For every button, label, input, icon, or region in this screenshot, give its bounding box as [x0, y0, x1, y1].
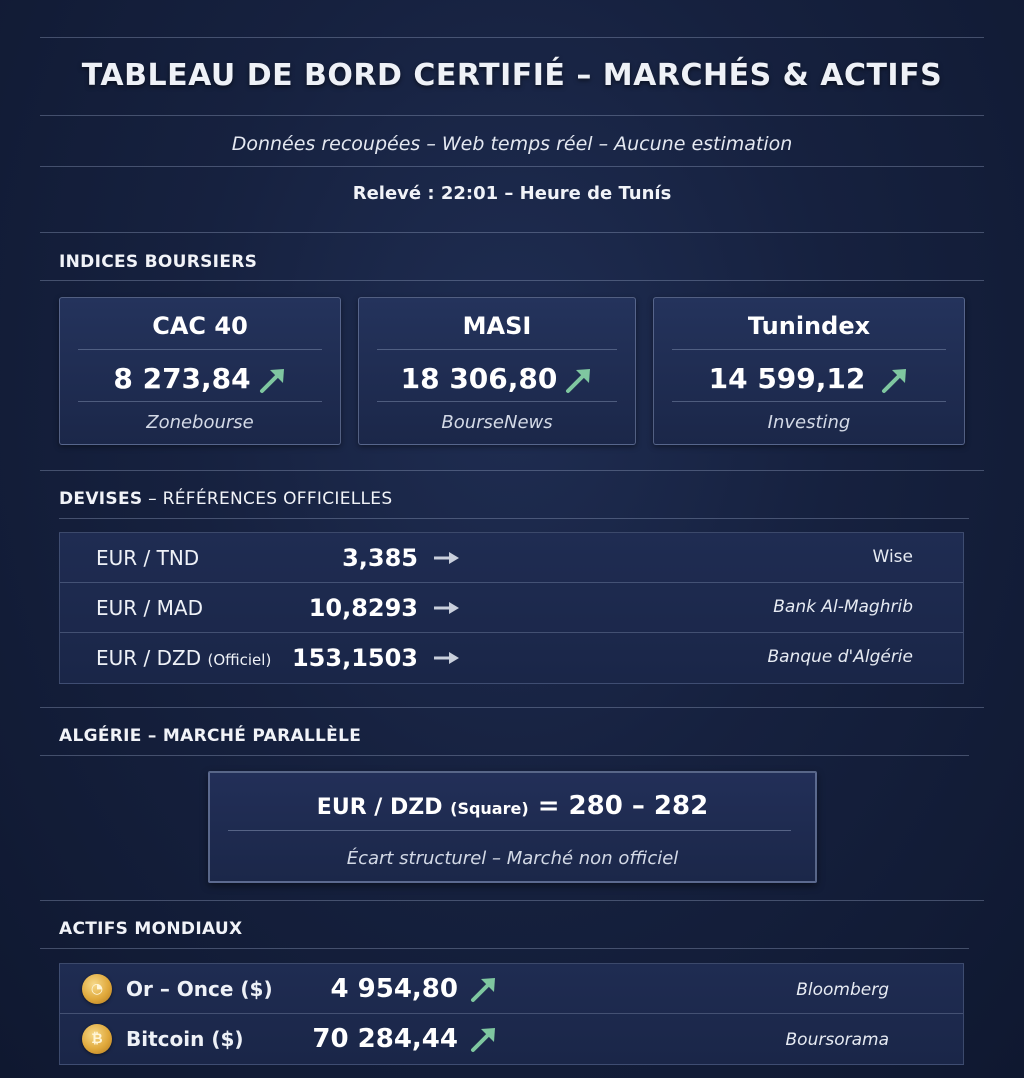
trend-flat-icon: [432, 549, 460, 567]
index-name: Tunindex: [747, 312, 871, 340]
trend-up-icon: [259, 366, 287, 394]
parallel-pair: EUR / DZD: [316, 795, 451, 820]
index-name: MASI: [462, 312, 532, 340]
actifs-divider: [40, 948, 969, 949]
section-divider: [40, 707, 984, 708]
card-divider: [377, 349, 617, 350]
currency-pair: [96, 596, 203, 620]
asset-value: 4 954,80: [330, 974, 458, 1004]
pair-label: EUR / TND: [96, 546, 200, 570]
section-title-actifs: ACTIFS MONDIAUX: [59, 919, 243, 939]
pair-label: EUR / DZD: [96, 646, 208, 670]
index-value: 8 273,84: [113, 362, 251, 395]
table-row[interactable]: [60, 964, 963, 1014]
exchange-rate: 10,8293: [308, 594, 418, 622]
pair-label: EUR / MAD: [96, 596, 203, 620]
index-source: Investing: [767, 412, 851, 433]
currency-pair: [96, 646, 271, 670]
algerie-divider: [40, 755, 969, 756]
section-divider: [40, 900, 984, 901]
card-divider: [377, 401, 617, 402]
exchange-rate: 153,1503: [291, 644, 418, 672]
index-card-tunindex[interactable]: [653, 297, 965, 445]
parallel-rate-value: = 280 – 282: [528, 791, 709, 821]
asset-source: Boursorama: [785, 1030, 889, 1050]
card-divider: [672, 401, 946, 402]
index-source: Zonebourse: [146, 412, 254, 433]
index-source: BourseNews: [441, 412, 553, 433]
section-title-sub: – RÉFÉRENCES OFFICIELLES: [142, 489, 393, 509]
timestamp: Relevé : 22:01 – Heure de Tunís: [352, 183, 672, 204]
parallel-rate: [210, 791, 815, 821]
currency-pair: [96, 546, 199, 570]
section-divider: [40, 470, 984, 471]
asset-name: Bitcoin ($): [126, 1027, 244, 1051]
parallel-market-box[interactable]: [208, 771, 817, 883]
index-value-row: [654, 362, 964, 395]
trend-up-icon: [470, 1025, 498, 1053]
index-value: 14 599,12: [708, 362, 866, 395]
parallel-note: Écart structurel – Marché non officiel: [346, 848, 679, 869]
indices-divider: [40, 280, 984, 281]
top-divider: [40, 37, 984, 38]
title-divider: [40, 115, 984, 116]
rate-source: Wise: [872, 547, 913, 567]
table-row[interactable]: [60, 633, 963, 683]
bitcoin-icon: ₿: [82, 1024, 112, 1054]
trend-flat-icon: [432, 649, 460, 667]
devises-divider: [59, 518, 969, 519]
trend-up-icon: [881, 366, 909, 394]
section-title-main: DEVISES: [59, 489, 143, 509]
trend-up-icon: [470, 975, 498, 1003]
section-title-devises: [59, 489, 392, 509]
card-divider: [78, 349, 322, 350]
subtitle-divider: [40, 166, 984, 167]
trend-flat-icon: [432, 599, 460, 617]
trend-up-icon: [565, 366, 593, 394]
header-divider: [40, 232, 984, 233]
table-row[interactable]: [60, 1014, 963, 1064]
asset-source: Bloomberg: [796, 980, 889, 1000]
section-title-indices: INDICES BOURSIERS: [59, 252, 258, 272]
parallel-pair-note: (Square): [450, 799, 529, 818]
section-title-algerie: ALGÉRIE – MARCHÉ PARALLÈLE: [59, 726, 362, 746]
table-row[interactable]: [60, 583, 963, 633]
card-divider: [672, 349, 946, 350]
index-value-row: [359, 362, 635, 395]
page-title: TABLEAU DE BORD CERTIFIÉ – MARCHÉS & ACTIFS: [81, 58, 943, 93]
currency-table: [59, 532, 964, 684]
asset-value: 70 284,44: [312, 1024, 458, 1054]
rate-source: Bank Al-Maghrib: [773, 597, 913, 617]
assets-table: [59, 963, 964, 1065]
asset-name: Or – Once ($): [126, 977, 273, 1001]
box-divider: [228, 830, 791, 831]
rate-source: Banque d'Algérie: [767, 647, 913, 667]
card-divider: [78, 401, 322, 402]
index-name: CAC 40: [152, 312, 248, 340]
exchange-rate: 3,385: [342, 544, 418, 572]
page-subtitle: Données recoupées – Web temps réel – Aucune estimation: [231, 133, 793, 155]
index-value: 18 306,80: [400, 362, 558, 395]
index-card-masi[interactable]: [358, 297, 636, 445]
index-value-row: [60, 362, 340, 395]
index-card-cac40[interactable]: [59, 297, 341, 445]
gold-coin-icon: ◔: [82, 974, 112, 1004]
pair-note: (Officiel): [207, 651, 272, 669]
table-row[interactable]: [60, 533, 963, 583]
